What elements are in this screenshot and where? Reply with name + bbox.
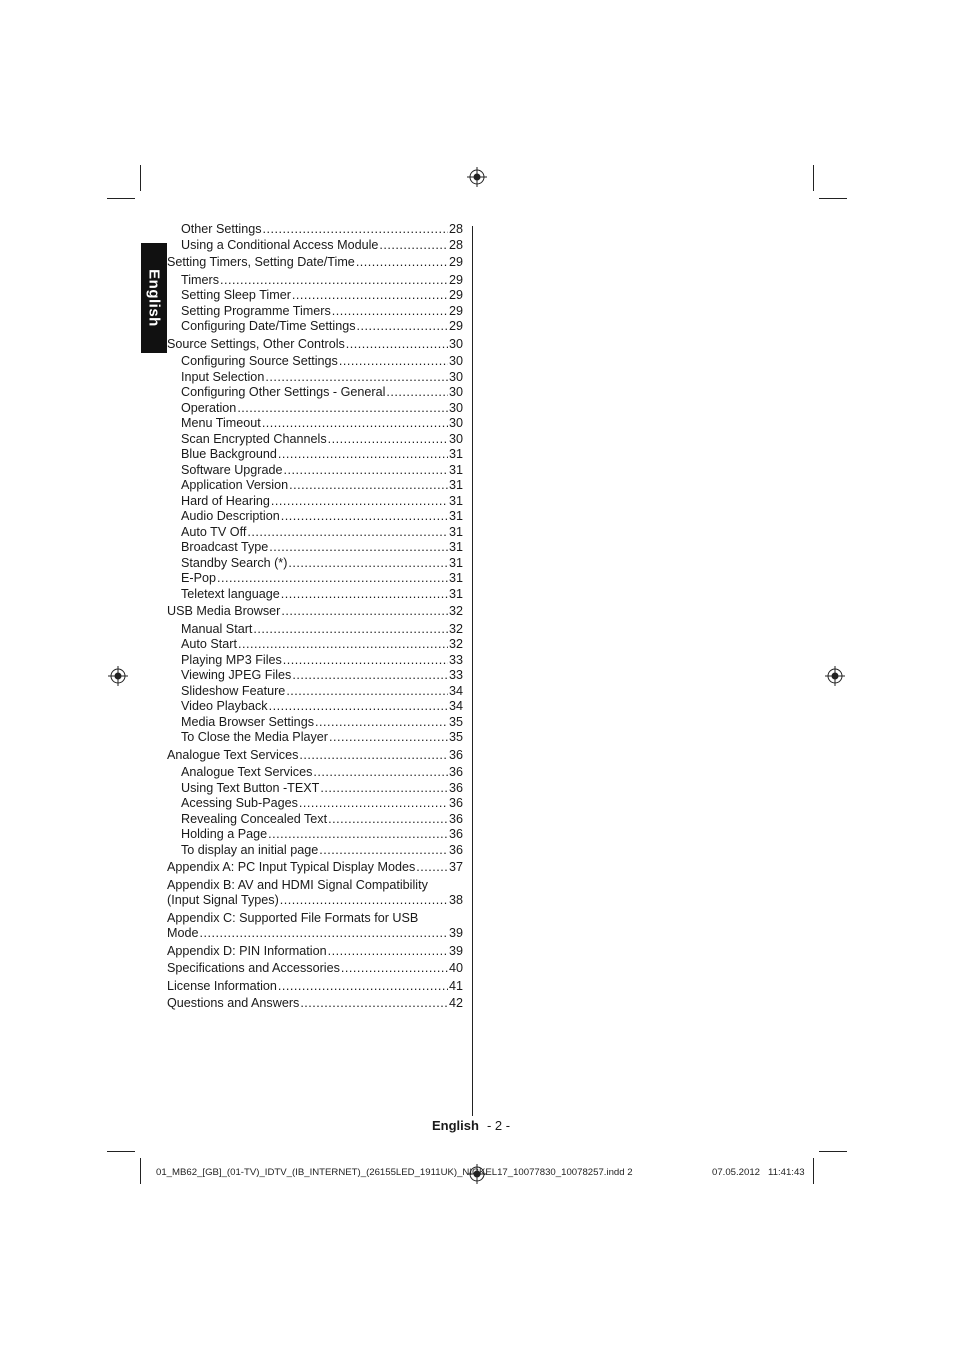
toc-entry-title: Other Settings <box>181 222 262 236</box>
toc-entry-page: 29 <box>448 319 463 333</box>
slug-date: 07.05.2012 <box>712 1167 761 1178</box>
toc-entry-page: 36 <box>448 796 463 810</box>
dot-leader <box>416 860 448 876</box>
toc-entry-title: Menu Timeout <box>181 416 261 430</box>
toc-entry-page: 38 <box>448 893 463 907</box>
dot-leader <box>281 587 448 603</box>
toc-entry-title: Appendix D: PIN Information <box>167 943 327 958</box>
crop-mark <box>819 1151 847 1152</box>
toc-entry[interactable] <box>167 463 463 479</box>
toc-entry-title: Configuring Date/Time Settings <box>181 319 356 333</box>
toc-entry-title: Questions and Answers <box>167 996 300 1010</box>
toc-entry-title: Specifications and Accessories <box>167 961 340 975</box>
dot-leader <box>320 781 448 797</box>
dot-leader <box>268 827 448 843</box>
toc-entry-title: Blue Background <box>181 447 277 461</box>
toc-entry[interactable] <box>167 337 463 353</box>
toc-entry-title: Input Selection <box>181 369 265 384</box>
toc-entry-title: Configuring Source Settings <box>181 354 338 368</box>
language-tab-label: English <box>145 269 163 327</box>
crop-mark <box>107 198 135 199</box>
toc-entry-page: 36 <box>448 842 463 857</box>
toc-entry[interactable] <box>167 765 463 781</box>
toc-entry[interactable] <box>167 911 463 942</box>
toc-entry-page: 30 <box>448 369 463 384</box>
toc-entry-page: 30 <box>448 416 463 430</box>
toc-entry-title: Teletext language <box>181 586 280 601</box>
toc-entry[interactable] <box>167 653 463 669</box>
toc-entry[interactable] <box>167 699 463 715</box>
toc-entry[interactable] <box>167 812 463 828</box>
slug-filename: 01_MB62_[GB]_(01-TV)_IDTV_(IB_INTERNET)_(26155LED_1911UK)_NICKEL17_10077830_10078257.indd 2 <box>156 1167 633 1178</box>
toc-entry[interactable] <box>167 494 463 510</box>
dot-leader <box>283 653 448 669</box>
toc-entry-title: Mode <box>167 926 199 940</box>
dot-leader <box>299 748 448 764</box>
dot-leader <box>386 385 448 401</box>
toc-entry[interactable] <box>167 447 463 463</box>
toc-entry-page: 31 <box>448 462 463 477</box>
toc-entry-title: To Close the Media Player <box>181 730 328 744</box>
toc-entry-title-line1: Appendix C: Supported File Formats for USB <box>167 910 419 925</box>
toc-entry-title: Audio Description <box>181 509 280 523</box>
toc-entry-page: 36 <box>448 747 463 762</box>
dot-leader <box>313 765 448 781</box>
toc-entry-page: 39 <box>448 943 463 958</box>
toc-entry-page: 31 <box>448 509 463 523</box>
toc-entry-title: Setting Timers, Setting Date/Time <box>167 255 355 269</box>
toc-entry[interactable] <box>167 354 463 370</box>
toc-entry-page: 32 <box>448 637 463 651</box>
toc-entry[interactable] <box>167 401 463 417</box>
toc-entry-page: 31 <box>448 447 463 461</box>
dot-leader <box>281 509 448 525</box>
toc-entry[interactable] <box>167 319 463 335</box>
toc-entry-title: Scan Encrypted Channels <box>181 431 327 446</box>
toc-entry-title: Analogue Text Services <box>181 765 313 779</box>
toc-entry-title: Using a Conditional Access Module <box>181 237 379 252</box>
dot-leader <box>300 996 448 1012</box>
toc-entry[interactable] <box>167 273 463 289</box>
toc-entry-page: 31 <box>448 571 463 585</box>
toc-entry-title: Viewing JPEG Files <box>181 668 292 682</box>
dot-leader <box>332 304 448 320</box>
crop-mark <box>813 165 814 191</box>
toc-entry-title: License Information <box>167 978 277 993</box>
toc-entry-page: 31 <box>448 540 463 554</box>
toc-entry-page: 31 <box>448 555 463 570</box>
dot-leader <box>278 447 448 463</box>
toc-entry-title: Setting Programme Timers <box>181 303 331 318</box>
toc-entry-page: 40 <box>448 961 463 975</box>
toc-entry[interactable] <box>167 222 463 238</box>
toc-entry-title: Source Settings, Other Controls <box>167 336 345 351</box>
toc-entry-page: 36 <box>448 811 463 826</box>
toc-entry[interactable] <box>167 525 463 541</box>
toc-entry-page: 30 <box>448 336 463 351</box>
toc-entry-page: 31 <box>448 493 463 508</box>
registration-mark-icon <box>467 167 487 187</box>
toc-entry[interactable] <box>167 979 463 995</box>
language-tab <box>141 243 167 353</box>
registration-mark-icon <box>108 666 128 686</box>
toc-entry-page: 34 <box>448 699 463 713</box>
slug-time: 11:41:43 <box>768 1167 805 1178</box>
toc-entry-page: 36 <box>448 780 463 795</box>
toc-entry[interactable] <box>167 556 463 572</box>
toc-entry-page: 29 <box>448 288 463 302</box>
crop-mark <box>819 198 847 199</box>
toc-entry-page: 30 <box>448 354 463 368</box>
dot-leader <box>329 730 448 746</box>
toc-entry-page: 35 <box>448 730 463 744</box>
dot-leader <box>220 273 448 289</box>
toc-entry-page: 30 <box>448 400 463 415</box>
toc-entry[interactable] <box>167 961 463 977</box>
toc-entry-title: Holding a Page <box>181 827 268 841</box>
toc-entry[interactable] <box>167 843 463 859</box>
dot-leader <box>217 571 448 587</box>
toc-entry-title: Setting Sleep Timer <box>181 288 291 302</box>
toc-entry-title: Using Text Button -TEXT <box>181 780 320 795</box>
toc-entry[interactable] <box>167 748 463 764</box>
toc-entry-title: Software Upgrade <box>181 462 283 477</box>
dot-leader <box>299 796 448 812</box>
toc-entry[interactable] <box>167 860 463 876</box>
toc-entry-page: 33 <box>448 668 463 682</box>
toc-entry-page: 28 <box>448 222 463 236</box>
dot-leader <box>339 354 448 370</box>
toc-entry[interactable] <box>167 571 463 587</box>
toc-entry[interactable] <box>167 370 463 386</box>
dot-leader <box>289 478 448 494</box>
toc-entry-title: Hard of Hearing <box>181 493 270 508</box>
toc-entry-page: 31 <box>448 524 463 539</box>
dot-leader <box>278 979 448 995</box>
registration-mark-icon <box>825 666 845 686</box>
toc-entry-title: Analogue Text Services <box>167 747 299 762</box>
toc-entry[interactable] <box>167 668 463 684</box>
toc-entry-page: 41 <box>448 978 463 993</box>
dot-leader <box>269 699 448 715</box>
dot-leader <box>286 684 448 700</box>
toc-entry-page: 29 <box>448 272 463 287</box>
dot-leader <box>284 463 448 479</box>
page-number: - 2 - <box>486 1118 511 1133</box>
toc-entry[interactable] <box>167 781 463 797</box>
toc-entry-page: 34 <box>448 683 463 698</box>
dot-leader <box>379 238 448 254</box>
dot-leader <box>292 668 448 684</box>
toc-entry-page: 35 <box>448 714 463 729</box>
toc-entry[interactable] <box>167 385 463 401</box>
dot-leader <box>281 604 448 620</box>
column-divider <box>472 226 473 1116</box>
toc-entry-title: Broadcast Type <box>181 540 269 554</box>
table-of-contents <box>167 222 463 1012</box>
toc-entry-page: 30 <box>448 385 463 399</box>
toc-entry[interactable] <box>167 509 463 525</box>
dot-leader <box>346 337 448 353</box>
toc-entry-title: To display an initial page <box>181 842 319 857</box>
toc-entry-title: Application Version <box>181 478 289 492</box>
toc-entry[interactable] <box>167 288 463 304</box>
dot-leader <box>357 319 448 335</box>
toc-entry-title: Timers <box>181 272 220 287</box>
toc-entry-page: 42 <box>448 996 463 1010</box>
toc-entry-page: 36 <box>448 765 463 779</box>
dot-leader <box>328 432 448 448</box>
dot-leader <box>265 370 448 386</box>
footer-language: English <box>432 1118 479 1133</box>
dot-leader <box>315 715 448 731</box>
dot-leader <box>328 944 448 960</box>
toc-entry-page: 37 <box>448 860 463 874</box>
dot-leader <box>269 540 448 556</box>
toc-entry-page: 32 <box>448 621 463 636</box>
crop-mark <box>140 1158 141 1184</box>
toc-entry-page: 31 <box>448 478 463 492</box>
toc-entry-title-line1: Appendix B: AV and HDMI Signal Compatibility <box>167 877 428 892</box>
dot-leader <box>253 622 448 638</box>
toc-entry[interactable] <box>167 684 463 700</box>
toc-entry-page: 33 <box>448 652 463 667</box>
toc-entry[interactable] <box>167 587 463 603</box>
toc-entry-title: Auto TV Off <box>181 524 247 539</box>
toc-entry[interactable] <box>167 637 463 653</box>
toc-entry-title: Configuring Other Settings - General <box>181 385 386 399</box>
dot-leader <box>328 812 448 828</box>
page-footer <box>432 1118 510 1133</box>
toc-entry[interactable] <box>167 944 463 960</box>
toc-entry-title: Video Playback <box>181 699 268 713</box>
dot-leader <box>292 288 448 304</box>
toc-entry-title: Manual Start <box>181 621 253 636</box>
toc-entry[interactable] <box>167 996 463 1012</box>
toc-entry[interactable] <box>167 604 463 620</box>
toc-entry[interactable] <box>167 304 463 320</box>
toc-entry-title: Acessing Sub-Pages <box>181 796 298 810</box>
toc-entry-page: 36 <box>448 827 463 841</box>
toc-entry[interactable] <box>167 730 463 746</box>
toc-entry[interactable] <box>167 715 463 731</box>
dot-leader <box>271 494 448 510</box>
toc-entry-page: 32 <box>448 604 463 618</box>
dot-leader <box>237 401 448 417</box>
toc-entry-title: Playing MP3 Files <box>181 652 282 667</box>
dot-leader <box>262 416 448 432</box>
dot-leader <box>263 222 448 238</box>
toc-entry-title: E-Pop <box>181 571 217 585</box>
toc-entry-title: Auto Start <box>181 637 238 651</box>
toc-entry-page: 29 <box>448 255 463 269</box>
toc-entry[interactable] <box>167 432 463 448</box>
crop-mark <box>813 1158 814 1184</box>
toc-entry-title: Standby Search (*) <box>181 555 288 570</box>
toc-entry[interactable] <box>167 622 463 638</box>
toc-entry[interactable] <box>167 827 463 843</box>
dot-leader <box>200 926 448 942</box>
toc-entry-page: 31 <box>448 586 463 601</box>
dot-leader <box>319 843 448 859</box>
toc-entry-title: Slideshow Feature <box>181 683 286 698</box>
toc-entry[interactable] <box>167 478 463 494</box>
dot-leader <box>238 637 448 653</box>
crop-mark <box>107 1151 135 1152</box>
toc-entry[interactable] <box>167 878 463 909</box>
toc-entry[interactable] <box>167 540 463 556</box>
crop-mark <box>140 165 141 191</box>
dot-leader <box>288 556 448 572</box>
toc-entry-title: Operation <box>181 400 237 415</box>
toc-entry[interactable] <box>167 796 463 812</box>
dot-leader <box>280 893 448 909</box>
toc-entry[interactable] <box>167 416 463 432</box>
toc-entry-page: 28 <box>448 237 463 252</box>
toc-entry-title: Appendix A: PC Input Typical Display Modes <box>167 860 416 874</box>
toc-entry-page: 30 <box>448 431 463 446</box>
toc-entry-title: Revealing Concealed Text <box>181 811 328 826</box>
toc-entry[interactable] <box>167 255 463 271</box>
toc-entry-title: (Input Signal Types) <box>167 893 279 907</box>
dot-leader <box>356 255 448 271</box>
dot-leader <box>341 961 448 977</box>
dot-leader <box>247 525 448 541</box>
toc-entry-title: USB Media Browser <box>167 604 281 618</box>
toc-entry-page: 29 <box>448 303 463 318</box>
toc-entry-page: 39 <box>448 926 463 940</box>
toc-entry[interactable] <box>167 238 463 254</box>
toc-entry-title: Media Browser Settings <box>181 714 314 729</box>
